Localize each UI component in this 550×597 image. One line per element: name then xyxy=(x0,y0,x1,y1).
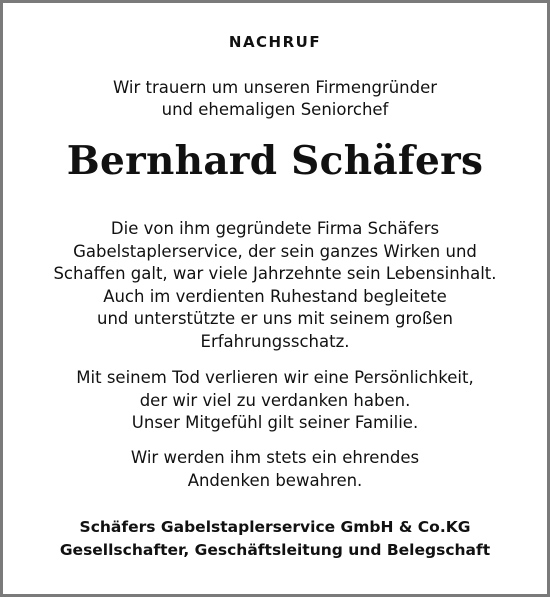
paragraph-line: Andenken bewahren. xyxy=(187,470,363,490)
paragraph-line: Erfahrungsschatz. xyxy=(200,331,350,351)
paragraph-line: Gabelstaplerservice, der sein ganzes Wirken und xyxy=(73,241,477,261)
intro-text xyxy=(3,77,547,121)
paragraph-line: Auch im verdienten Ruhestand begleitete xyxy=(103,286,447,306)
paragraph-line: und unterstützte er uns mit seinem großen xyxy=(96,309,454,328)
signature-block xyxy=(3,516,547,562)
paragraph-company xyxy=(3,218,547,353)
paragraph-line: der wir viel zu verdanken haben. xyxy=(139,390,411,410)
paragraph-line: Mit seinem Tod verlieren wir eine Persönlichkeit, xyxy=(76,368,474,387)
deceased-name: Bernhard Schäfers xyxy=(66,138,484,184)
obituary-content xyxy=(3,3,547,594)
paragraph-remembrance xyxy=(3,447,547,492)
signature-group: Gesellschafter, Geschäftsleitung und Belegschaft xyxy=(59,541,491,559)
notice-heading: NACHRUF xyxy=(228,33,322,51)
paragraph-line: Die von ihm gegründete Firma Schäfers xyxy=(110,219,440,238)
paragraph-line: Schaffen galt, war viele Jahrzehnte sein Lebensinhalt. xyxy=(53,264,497,283)
paragraph-line: Unser Mitgefühl gilt seiner Familie. xyxy=(131,413,419,432)
intro-line: Wir trauern um unseren Firmengründer xyxy=(112,78,438,97)
paragraph-line: Wir werden ihm stets ein ehrendes xyxy=(130,448,420,467)
signature-company: Schäfers Gabelstaplerservice GmbH & Co.KG xyxy=(79,518,471,536)
paragraph-condolence xyxy=(3,367,547,435)
intro-line: und ehemaligen Seniorchef xyxy=(161,100,389,119)
